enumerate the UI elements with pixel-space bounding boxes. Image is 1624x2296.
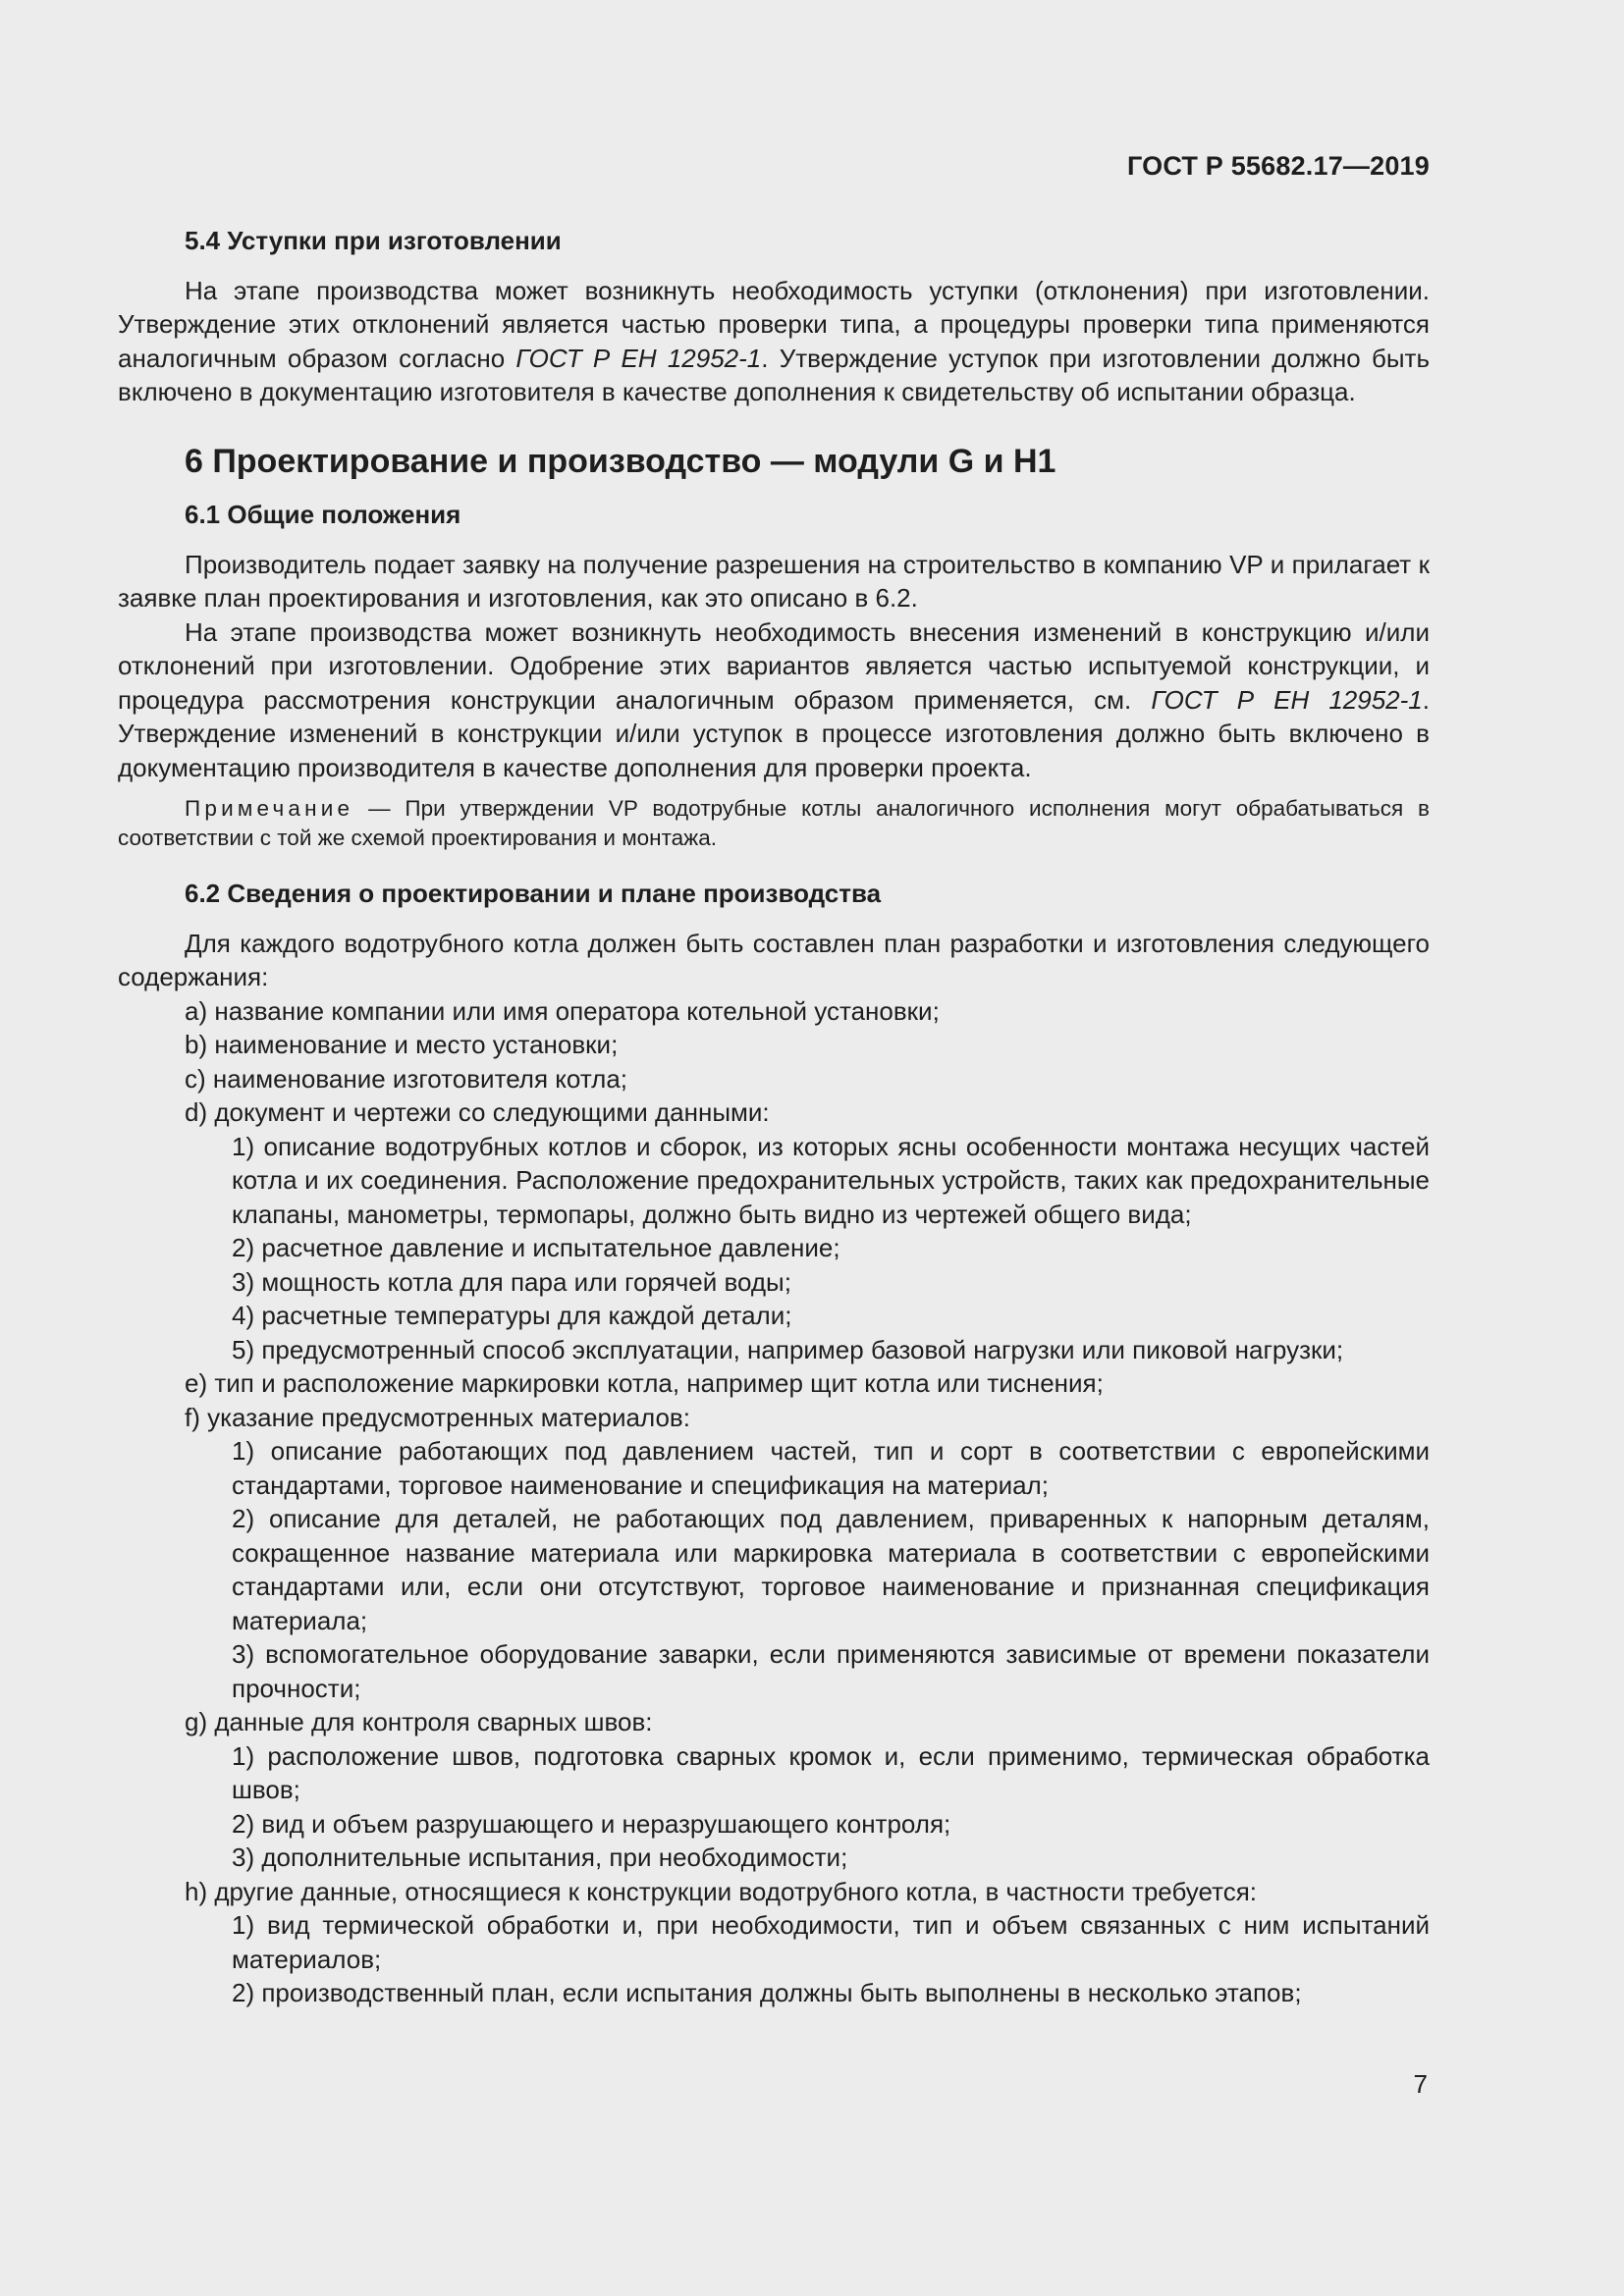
paragraph-text: На этапе производства может возникнуть необходимость уступки (отклонения) при изготовлении. Утверждение этих отклонений является частью проверки типа, а процедуры проверки типа применяются аналогичным образом согласно [118,275,1430,373]
list-item-h-2: 2) производственный план, если испытания должны быть выполнены в несколько этапов; [232,1978,1302,2007]
list-item-g-2: 2) вид и объем разрушающего и неразрушающего контроля; [232,1808,951,1839]
section-6-title: 6 Проектирование и производство — модули G и H1 [185,442,1056,480]
list-item-d: d) документ и чертежи со следующими данными: [185,1097,770,1127]
paragraph-text: . Утверждение уступок при изготовлении должно быть включено в документацию изготовителя в качестве дополнения к свидетельству об испытании образца. [118,343,1430,406]
list-item-b: b) наименование и место установки; [185,1030,619,1059]
list-item-f-1: 1) описание работающих под давлением частей, тип и сорт в соответствии с европейскими стандартами, торговое наименование и спецификация на материал; [232,1436,1430,1500]
list-item-d-3: 3) мощность котла для пара или горячей воды; [232,1266,791,1297]
section-6-2-intro: Для каждого водотрубного котла должен быть составлен план разработки и изготовления следующего содержания: [118,928,1430,991]
list-item-d-4: 4) расчетные температуры для каждой детали; [232,1301,792,1330]
section-6-1-title: 6.1 Общие положения [185,500,461,529]
list-item-d-1: 1) описание водотрубных котлов и сборок, из которых ясны особенности монтажа несущих частей котла и их соединения. Расположение предохранительных устройств, таких как предохранительные клапаны, манометры, термопары, должно быть видно из чертежей общего вида; [232,1131,1430,1229]
list-item-f-2: 2) описание для деталей, не работающих под давлением, приваренных к напорным деталям, сокращенное название материала или маркировка материала в соответствии с европейскими стандартами или, если они отсутствуют, торговое наименование и признанная спецификация материала; [232,1504,1430,1635]
list-item-h-1: 1) вид термической обработки и, при необходимости, тип и объем связанных с ним испытаний материалов; [232,1910,1430,1974]
section-6-1-paragraph-2 [118,615,1430,785]
section-5-4-title: 5.4 Уступки при изготовлении [185,226,562,255]
standard-reference: ГОСТ Р ЕН 12952-1 [515,343,762,373]
paragraph-text: На этапе производства может возникнуть необходимость внесения изменений в конструкцию и/или отклонений при изготовлении. Одобрение этих вариантов является частью испытуемой конструкции, и процедура рассмотрения конструкции аналогичным образом применяется, см. [118,616,1430,715]
page-content [118,224,1430,2010]
note-label: Примечание [185,796,354,821]
list-item-d-5: 5) предусмотренный способ эксплуатации, например базовой нагрузки или пиковой нагрузки; [232,1334,1344,1364]
list-item-h: h) другие данные, относящиеся к конструкции водотрубного котла, в частности требуется: [185,1876,1257,1906]
list-item-d-2: 2) расчетное давление и испытательное давление; [232,1233,840,1262]
note-text: — При утверждении VP водотрубные котлы аналогичного исполнения могут обрабатываться в соответствии с той же схемой проектирования и монтажа. [118,796,1430,850]
list-item-f: f) указание предусмотренных материалов: [185,1402,690,1432]
section-5-4-paragraph [118,274,1430,409]
section-6-1-paragraph-1: Производитель подает заявку на получение разрешения на строительство в компанию VP и прилагает к заявке план проектирования и изготовления, как это описано в 6.2. [118,549,1430,613]
list-item-g-1: 1) расположение швов, подготовка сварных кромок и, если применимо, термическая обработка швов; [232,1740,1430,1804]
paragraph-text: . Утверждение изменений в конструкции и/или уступок в процессе изготовления должно быть включено в документацию производителя в качестве дополнения для проверки проекта. [118,684,1430,782]
page-number: 7 [1413,2069,1428,2099]
list-item-f-3: 3) вспомогательное оборудование заварки, если применяются зависимые от времени показатели прочности; [232,1639,1430,1703]
document-header: ГОСТ Р 55682.17—2019 [1127,151,1430,181]
list-item-g-3: 3) дополнительные испытания, при необходимости; [232,1842,848,1872]
section-6-2-title: 6.2 Сведения о проектировании и плане производства [185,879,882,908]
section-6-1-note [118,794,1430,853]
list-item-g: g) данные для контроля сварных швов: [185,1707,653,1736]
list-item-c: c) наименование изготовителя котла; [185,1063,628,1094]
standard-reference: ГОСТ Р ЕН 12952-1 [1151,684,1423,715]
list-item-a: a) название компании или имя оператора котельной установки; [185,995,940,1026]
list-item-e: e) тип и расположение маркировки котла, например щит котла или тиснения; [185,1368,1104,1398]
